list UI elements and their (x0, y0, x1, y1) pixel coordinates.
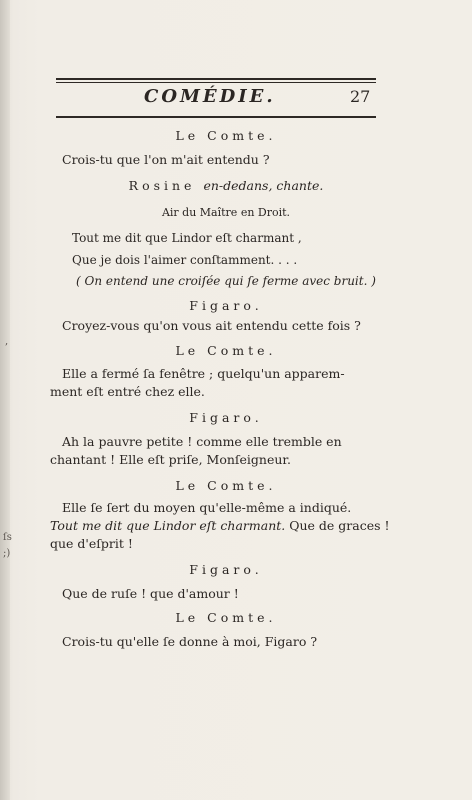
margin-mark: ;) (3, 548, 11, 559)
speech-line: Croyez-vous qu'on vous ait entendu cette fois ? (62, 318, 361, 333)
margin-mark: ſs (3, 532, 12, 543)
speech-line (50, 518, 472, 534)
running-title: COMÉDIE. (144, 86, 276, 107)
speaker-figaro: Figaro. (189, 410, 263, 425)
margin-mark: , (5, 336, 9, 347)
speaker-figaro: Figaro. (189, 298, 263, 313)
page-gutter (0, 0, 10, 800)
speech-line: Elle ſe ſert du moyen qu'elle-même a indiqué. (62, 500, 352, 515)
speech-line: Ah la pauvre petite ! comme elle tremble en (62, 434, 342, 449)
speech-line: Crois-tu qu'elle ſe donne à moi, Figaro ? (62, 634, 318, 649)
header-rule-thin (56, 82, 376, 83)
stage-direction: en-dedans, chante. (203, 178, 324, 193)
speech-line: chantant ! Elle eſt priſe, Monſeigneur. (50, 452, 292, 467)
speech-line: Crois-tu que l'on m'ait entendu ? (62, 152, 270, 167)
speaker-le-comte: Le Comte. (175, 478, 277, 493)
speaker-figaro: Figaro. (189, 562, 263, 577)
speech-line: Que de ruſe ! que d'amour ! (62, 586, 239, 601)
running-head (56, 78, 376, 122)
quoted-verse: Tout me dit que Lindor eſt charmant. (50, 518, 286, 533)
speech-line: ment eſt entré chez elle. (50, 384, 205, 399)
air-title: Air du Maître en Droit. (161, 206, 291, 219)
speaker-name: Rosine (128, 178, 196, 193)
speech-fragment: Que de graces ! (285, 518, 390, 533)
verse-line: Que je dois l'aimer conſtamment. . . . (72, 253, 298, 267)
speaker-rosine (0, 178, 462, 194)
speaker-le-comte: Le Comte. (175, 610, 277, 625)
speech-line: que d'eſprit ! (50, 536, 133, 551)
speaker-le-comte: Le Comte. (175, 343, 277, 358)
header-rule (56, 78, 376, 80)
speaker-le-comte: Le Comte. (175, 128, 277, 143)
speech-line: Elle a fermé ſa fenêtre ; quelqu'un apparem- (62, 366, 345, 381)
verse-line: Tout me dit que Lindor eſt charmant , (72, 231, 302, 245)
header-rule (56, 116, 376, 118)
stage-direction: ( On entend une croiſée qui ſe ferme avec bruit. ) (76, 274, 376, 288)
page-number: 27 (350, 87, 371, 106)
